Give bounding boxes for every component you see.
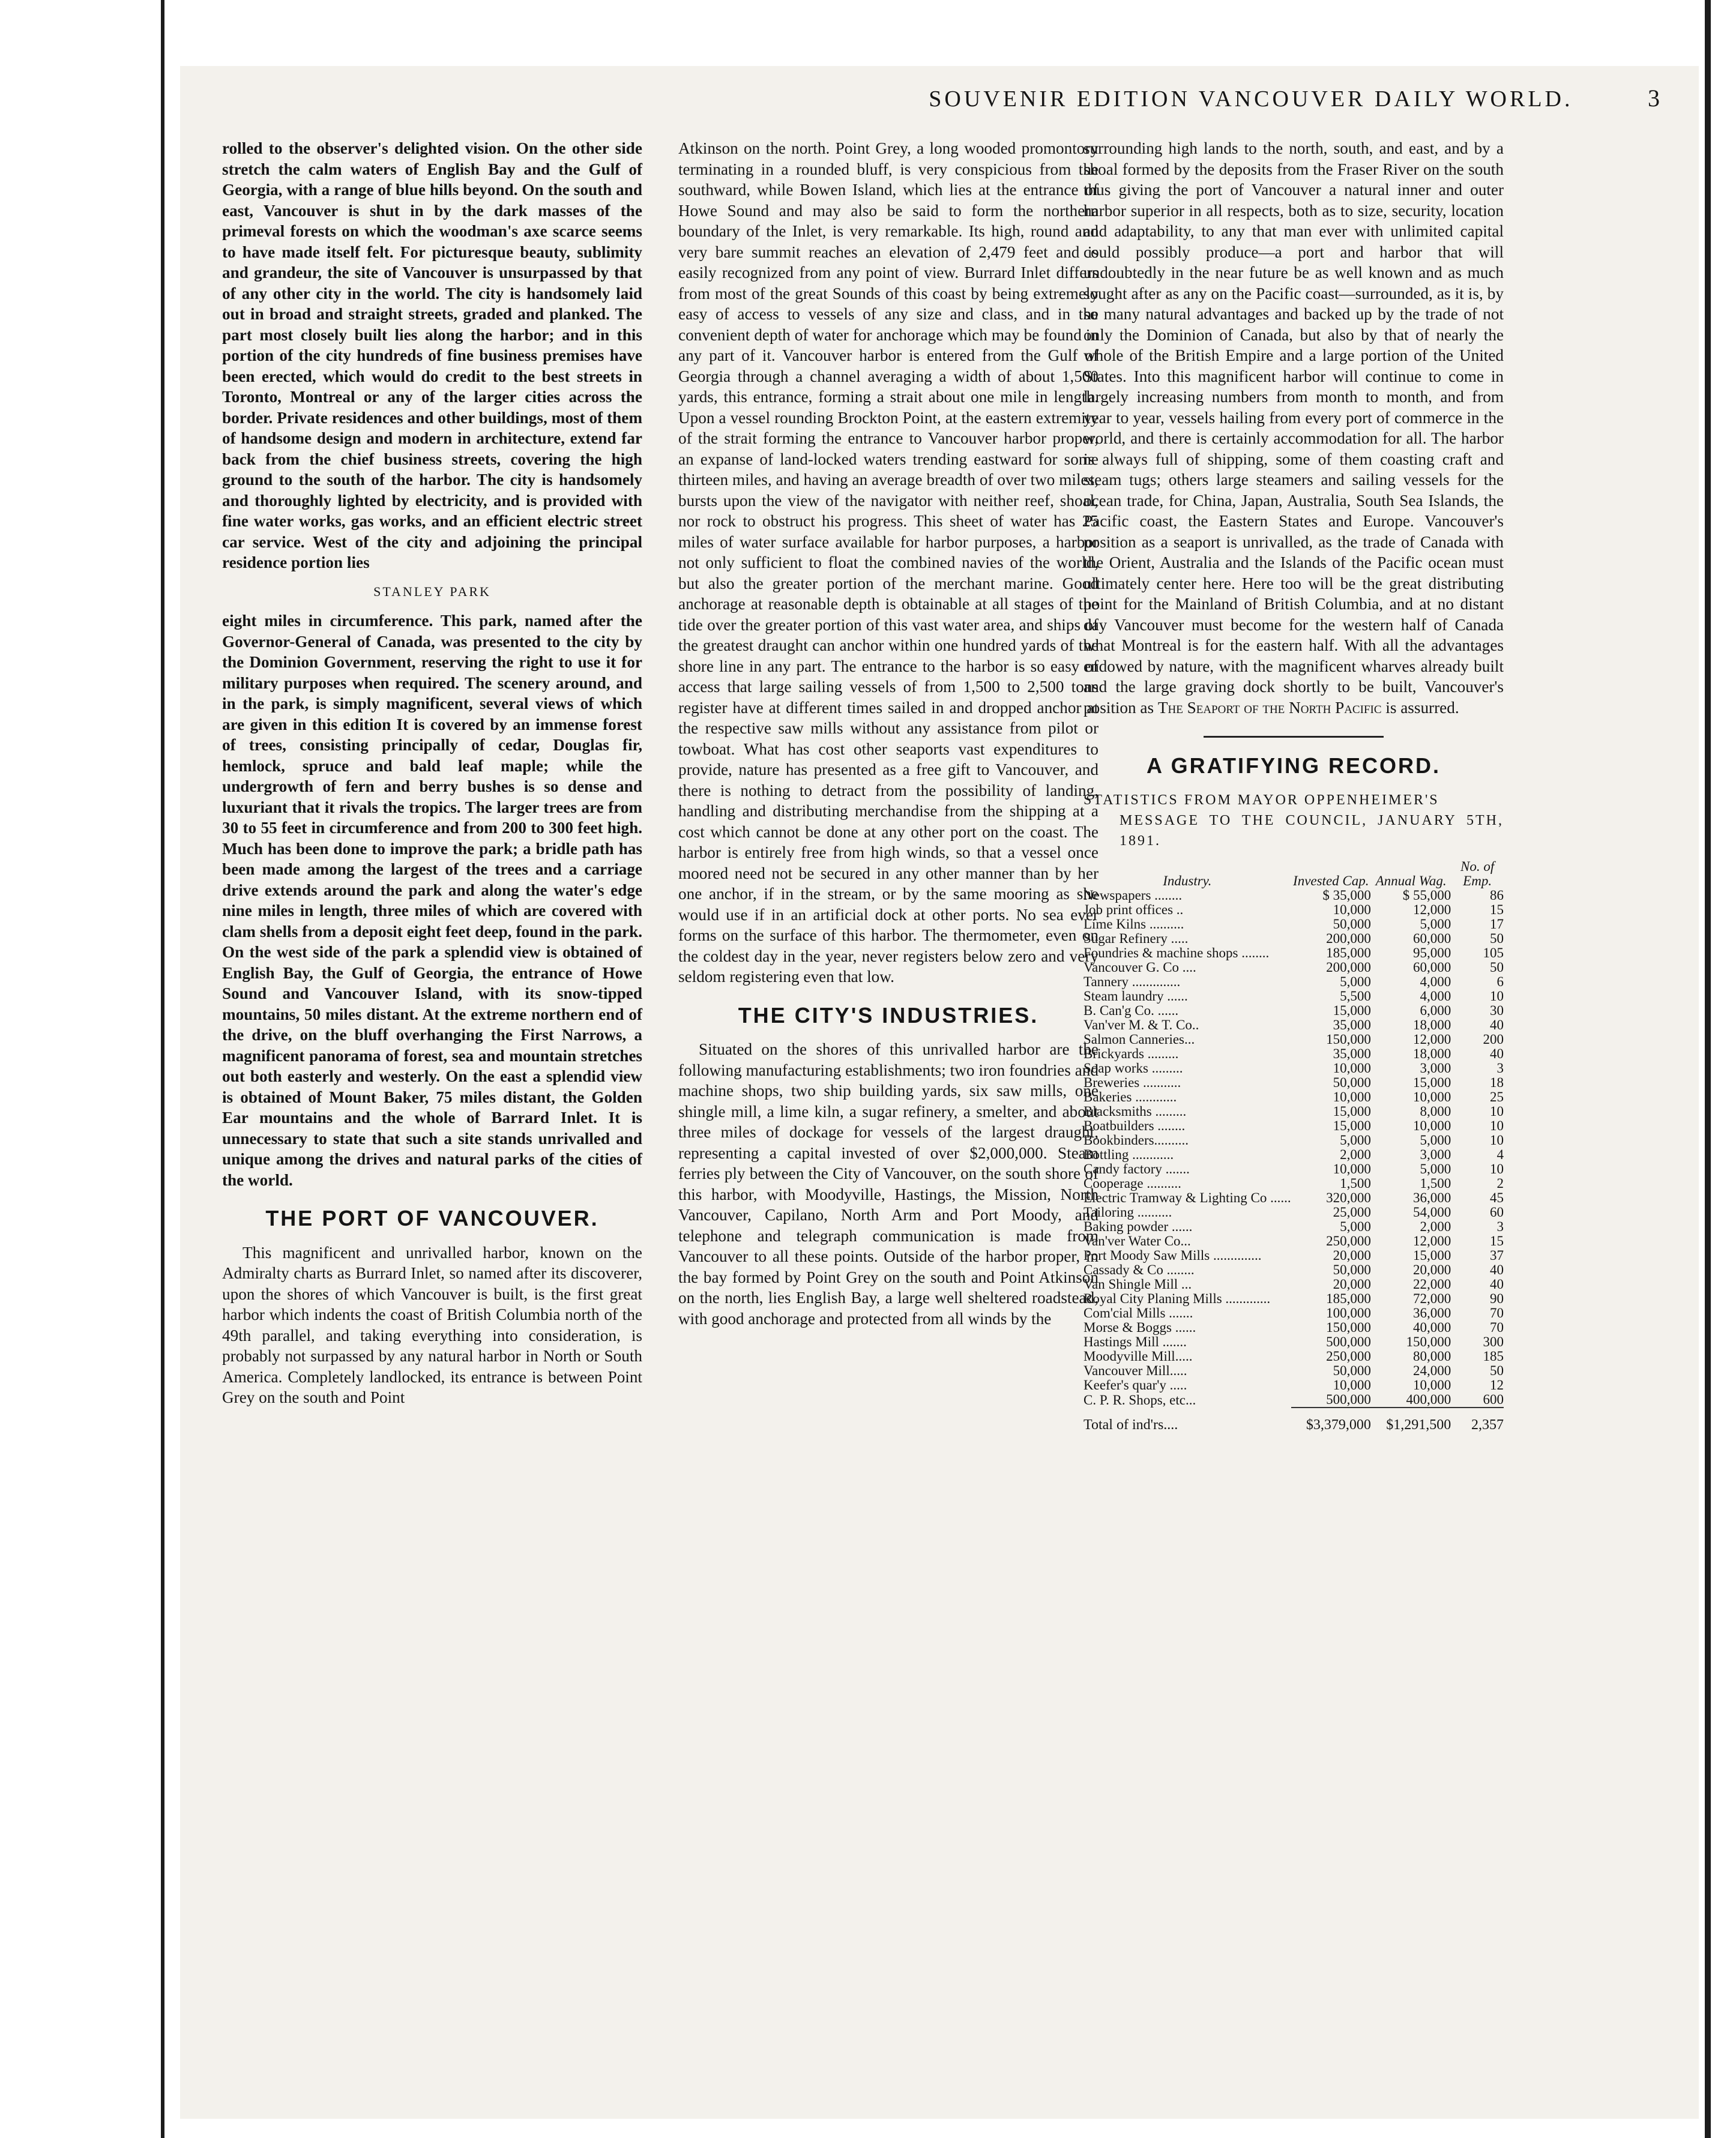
- cell-capital: 20,000: [1333, 1276, 1371, 1292]
- cell-industry: Foundries & machine shops ........: [1083, 945, 1270, 960]
- cell-employees: 10: [1490, 1161, 1504, 1176]
- table-row: [1083, 1162, 1504, 1176]
- cell-capital: 250,000: [1326, 1348, 1371, 1364]
- table-row: [1083, 1263, 1504, 1277]
- cell-wages: 6,000: [1420, 1002, 1451, 1018]
- cell-industry: Van Shingle Mill ...: [1083, 1277, 1192, 1292]
- cell-capital: 50,000: [1333, 1363, 1371, 1378]
- column-header-employees: No. of Emp.: [1460, 858, 1495, 888]
- cell-capital: 250,000: [1326, 1233, 1371, 1248]
- cell-capital: 5,000: [1340, 1132, 1371, 1148]
- page-number: 3: [1648, 85, 1663, 112]
- section-heading-industries: THE CITY'S INDUSTRIES.: [738, 1002, 1039, 1028]
- cell-employees: 15: [1490, 1233, 1504, 1248]
- cell-industry: Soap works .........: [1083, 1061, 1183, 1076]
- cell-wages: 12,000: [1412, 1031, 1451, 1047]
- cell-wages: 10,000: [1412, 1377, 1451, 1393]
- statistics-table-body: [1083, 888, 1504, 1432]
- cell-wages: 95,000: [1412, 945, 1451, 960]
- cell-employees: 40: [1490, 1017, 1504, 1032]
- table-row: [1083, 1335, 1504, 1349]
- table-row: [1083, 1133, 1504, 1148]
- cell-wages: 5,000: [1420, 916, 1451, 932]
- cell-employees: 50: [1490, 930, 1504, 946]
- table-header-row: [1083, 860, 1504, 888]
- statistics-subtitle-line-2: MESSAGE TO THE COUNCIL, JANUARY 5TH, 1891.: [1120, 812, 1504, 849]
- cell-industry: Van'ver Water Co...: [1083, 1233, 1191, 1248]
- table-row: [1083, 1032, 1504, 1047]
- cell-capital: 10,000: [1333, 1377, 1371, 1393]
- cell-capital: 100,000: [1326, 1305, 1371, 1320]
- cell-industry: Bottling ............: [1083, 1147, 1174, 1162]
- table-row: [1083, 1104, 1504, 1119]
- total-wages: $1,291,500: [1371, 1408, 1451, 1432]
- cell-wages: 3,000: [1420, 1146, 1451, 1162]
- column-header-capital: Invested Cap.: [1293, 873, 1369, 888]
- cell-capital: 10,000: [1333, 1089, 1371, 1104]
- cell-industry: Port Moody Saw Mills ..............: [1083, 1248, 1262, 1263]
- newspaper-page: [180, 66, 1699, 2119]
- statistics-table: [1083, 860, 1504, 1432]
- cell-employees: 10: [1490, 988, 1504, 1004]
- table-row: [1083, 1234, 1504, 1248]
- article-paragraph: This magnificent and unrivalled harbor, known on the Admiralty charts as Burrard Inlet, so named after its discoverer, upon the shores of which Vancouver is built, is the first great harbor which indents the coast of British Columbia north of the 49th parallel, and taking everything into consideration, is probably not surpassed by any natural harbor in North or South America. Completely landlocked, its entrance is between Point Grey on the south and Point: [222, 1243, 642, 1406]
- table-row: [1083, 1061, 1504, 1076]
- cell-wages: 8,000: [1420, 1103, 1451, 1119]
- table-row: [1083, 975, 1504, 989]
- cell-employees: 45: [1490, 1190, 1504, 1205]
- cell-industry: B. Can'g Co. ......: [1083, 1003, 1179, 1018]
- article-paragraph: Situated on the shores of this unrivalled harbor are the following manufacturing establishments; two iron foundries and machine shops, two ship building yards, six saw mills, one shingle mill, a lime kiln, a sugar refinery, a smelter, and about three miles of dockage for vessels of the largest draught, representing a capital invested of over $2,000,000. Steam ferries ply between the City of Vancouver, on the south shore of this harbor, with Moodyville, Hastings, the Mission, North Vancouver, Capilano, North Arm and Port Moody, and telephone and telegraph communication is made from Vancouver to all these points. Outside of the harbor proper, in the bay formed by Point Grey on the south and Point Atkinson on the north, lies English Bay, a large well sheltered roadstead, with good anchorage and protected from all winds by the: [678, 1040, 1099, 1328]
- cell-employees: 50: [1490, 1363, 1504, 1378]
- cell-wages: 4,000: [1420, 974, 1451, 989]
- cell-industry: Baking powder ......: [1083, 1219, 1193, 1234]
- cell-wages: 10,000: [1412, 1118, 1451, 1133]
- table-row: [1083, 1176, 1504, 1191]
- article-paragraph: Atkinson on the north. Point Grey, a long wooded promontory terminating in a rounded bluff, is very conspicious from the southward, while Bowen Island, which lies at the entrance of Howe Sound and may also be said to form the northern boundary of the Inlet, is very remarkable. Its high, round and very bare summit reaches an elevation of 2,479 feet and is easily recognized from any point of view. Burrard Inlet differs from most of the great Sounds of this coast by being extremely easy of access to vessels of any size and class, and in the convenient depth of water for anchorage which may be found in any part of it. Vancouver harbor is entered from the Gulf of Georgia through a channel averaging a width of about 1,500 yards, this entrance, forming a strait about one mile in length. Upon a vessel rounding Brockton Point, at the eastern extremity of the strait forming the entrance to Vancouver harbor proper, an expanse of land-locked waters trending eastward for some thirteen miles, and having an average breadth of over two miles, bursts upon the view of the navigator with neither reef, shoal, nor rock to obstruct his progress. This sheet of water has 25 miles of water surface available for harbor purposes, a harbor not only sufficient to float the combined navies of the world, but also the greater portion of the merchant marine. Good anchorage at reasonable depth is obtainable at all stages of the tide over the greater portion of this vast water area, and ships of the greatest draught can anchor within one hundred yards of the shore line in any part. The entrance to the harbor is so easy of access that large sailing vessels of from 1,500 to 2,500 tons register have at different times sailed in and dropped anchor at the respective saw mills without any assistance from pilot or towboat. What has cost other seaports vast expenditures to provide, nature has presented as a free gift to Vancouver, and there is nothing to detract from the possibility of landing, handling and distributing merchandise from the shipping at a cost which cannot be done at any other port on the coast. The harbor is entirely free from high winds, so that a vessel once moored need not be secured in any other manner than by her one anchor, if in the stream, or by the same mooring as she would use if in an artificial dock at other ports. No sea ever forms on the surface of this harbor. The thermometer, even on the coldest day in the year, never registers below zero and very seldom registering even that low.: [678, 139, 1099, 986]
- cell-industry: Steam laundry ......: [1083, 989, 1188, 1004]
- cell-industry: Sugar Refinery .....: [1083, 931, 1189, 946]
- cell-wages: 36,000: [1412, 1305, 1451, 1320]
- table-row: [1083, 888, 1504, 903]
- cell-employees: 30: [1490, 1002, 1504, 1018]
- cell-industry: Cooperage ..........: [1083, 1176, 1181, 1191]
- table-row: [1083, 1191, 1504, 1205]
- cell-employees: 6: [1496, 974, 1504, 989]
- cell-capital: 15,000: [1333, 1103, 1371, 1119]
- cell-industry: Tannery ..............: [1083, 974, 1181, 989]
- cell-capital: 35,000: [1333, 1046, 1371, 1061]
- section-heading-port: THE PORT OF VANCOUVER.: [265, 1206, 599, 1230]
- cell-capital: 185,000: [1326, 1290, 1371, 1306]
- cell-employees: 40: [1490, 1046, 1504, 1061]
- cell-industry: Com'cial Mills .......: [1083, 1305, 1193, 1320]
- cell-capital: $ 35,000: [1322, 887, 1371, 903]
- emphasis-seaport: The Seaport of the North Pacific: [1157, 698, 1382, 717]
- cell-wages: 12,000: [1412, 1233, 1451, 1248]
- table-row: [1083, 1205, 1504, 1220]
- cell-wages: 60,000: [1412, 930, 1451, 946]
- table-row: [1083, 1076, 1504, 1090]
- cell-capital: 5,000: [1340, 1218, 1371, 1234]
- cell-employees: 3: [1496, 1218, 1504, 1234]
- cell-capital: 500,000: [1326, 1334, 1371, 1349]
- cell-industry: Moodyville Mill.....: [1083, 1349, 1193, 1364]
- table-row: [1083, 932, 1504, 946]
- cell-capital: 50,000: [1333, 916, 1371, 932]
- cell-wages: 36,000: [1412, 1190, 1451, 1205]
- cell-industry: C. P. R. Shops, etc...: [1083, 1392, 1196, 1408]
- cell-employees: 17: [1490, 916, 1504, 932]
- cell-employees: 3: [1496, 1060, 1504, 1076]
- cell-wages: 1,500: [1420, 1175, 1451, 1191]
- table-row: [1083, 989, 1504, 1004]
- column-3: [1083, 138, 1504, 1432]
- page-header: [180, 84, 1663, 112]
- column-2: [678, 138, 1099, 1329]
- cell-capital: 10,000: [1333, 1161, 1371, 1176]
- cell-employees: 37: [1490, 1247, 1504, 1263]
- section-divider: [1204, 736, 1384, 738]
- cell-capital: 1,500: [1340, 1175, 1371, 1191]
- cell-wages: 20,000: [1412, 1262, 1451, 1277]
- cell-wages: 400,000: [1406, 1391, 1451, 1407]
- cell-industry: Vancouver Mill.....: [1083, 1363, 1187, 1378]
- table-row: [1083, 1018, 1504, 1032]
- cell-capital: 5,500: [1340, 988, 1371, 1004]
- cell-employees: 10: [1490, 1132, 1504, 1148]
- cell-capital: 185,000: [1326, 945, 1371, 960]
- column-header-industry: Industry.: [1163, 873, 1212, 888]
- cell-wages: 18,000: [1412, 1046, 1451, 1061]
- paragraph-text: surrounding high lands to the north, south, and east, and by a shoal formed by the deposits from the Fraser River on the south thus giving the port of Vancouver a natural inner and outer harbor superior in all respects, both as to size, security, location and adaptability, to any that man ever with unlimited capital could possibly produce—a port and harbor that will undoubtedly in the near future be as well known and as much sought after as any on the Pacific coast—surrounded, as it is, by so many natural advantages and backed up by the trade of not only the Dominion of Canada, but also by that of nearly the whole of the British Empire and a large portion of the United States. Into this magnificent harbor will continue to come in largely increasing numbers from month to month, and from year to year, vessels hailing from every port of commerce in the world, and there is certainly accommodation for all. The harbor is always full of shipping, some of them coasting craft and steam tugs; others large steamers and sailing vessels for the ocean trade, for China, Japan, Australia, South Sea Islands, the Pacific coast, the Eastern States and Europe. Vancouver's position as a seaport is unrivalled, as the trade of Canada with the Orient, Australia and the Islands of the Pacific ocean must ultimately center here. Here too will be the great distributing point for the Mainland of British Columbia, and at no distant day Vancouver must become for the western half of Canada what Montreal is for the eastern half. With all the advantages endowed by nature, with the magnificent wharves already built and the large graving dock shortly to be built, Vancouver's position as: [1083, 139, 1504, 717]
- cell-capital: 2,000: [1340, 1146, 1371, 1162]
- column-header-wages: Annual Wag.: [1375, 873, 1447, 888]
- table-row: [1083, 1306, 1504, 1320]
- table-row: [1083, 960, 1504, 975]
- cell-industry: Boatbuilders ........: [1083, 1118, 1186, 1133]
- cell-industry: Breweries ...........: [1083, 1075, 1181, 1090]
- table-row: [1083, 1248, 1504, 1263]
- cell-capital: 200,000: [1326, 959, 1371, 975]
- total-capital: $3,379,000: [1291, 1408, 1371, 1432]
- cell-wages: 5,000: [1420, 1132, 1451, 1148]
- paragraph-tail: is assurred.: [1381, 698, 1459, 717]
- cell-employees: 2: [1496, 1175, 1504, 1191]
- table-row: [1083, 1090, 1504, 1104]
- cell-industry: Royal City Planing Mills .............: [1083, 1291, 1271, 1306]
- cell-employees: 25: [1490, 1089, 1504, 1104]
- cell-employees: 90: [1490, 1290, 1504, 1306]
- table-row: [1083, 1292, 1504, 1306]
- cell-industry: Electric Tramway & Lighting Co ......: [1083, 1190, 1291, 1205]
- cell-employees: 105: [1483, 945, 1504, 960]
- cell-industry: Morse & Boggs ......: [1083, 1320, 1196, 1335]
- cell-capital: 10,000: [1333, 1060, 1371, 1076]
- cell-employees: 10: [1490, 1118, 1504, 1133]
- cell-industry: Hastings Mill .......: [1083, 1334, 1187, 1349]
- cell-wages: 80,000: [1412, 1348, 1451, 1364]
- scan-border-right: [1705, 0, 1711, 2138]
- table-row: [1083, 1004, 1504, 1018]
- cell-employees: 4: [1496, 1146, 1504, 1162]
- table-row: [1083, 1119, 1504, 1133]
- page-header-title: SOUVENIR EDITION VANCOUVER DAILY WORLD.: [929, 86, 1573, 112]
- table-row: [1083, 1320, 1504, 1335]
- cell-employees: 40: [1490, 1276, 1504, 1292]
- cell-industry: Bakeries ............: [1083, 1089, 1177, 1104]
- cell-wages: 22,000: [1412, 1276, 1451, 1292]
- cell-capital: 150,000: [1326, 1031, 1371, 1047]
- cell-employees: 185: [1483, 1348, 1504, 1364]
- cell-capital: 25,000: [1333, 1204, 1371, 1220]
- cell-employees: 86: [1490, 887, 1504, 903]
- cell-employees: 70: [1490, 1319, 1504, 1335]
- cell-wages: 2,000: [1420, 1218, 1451, 1234]
- total-employees: 2,357: [1451, 1408, 1504, 1432]
- cell-capital: 35,000: [1333, 1017, 1371, 1032]
- table-row: [1083, 1047, 1504, 1061]
- cell-wages: 4,000: [1420, 988, 1451, 1004]
- section-heading-record: A GRATIFYING RECORD.: [1147, 753, 1441, 778]
- cell-employees: 18: [1490, 1074, 1504, 1090]
- subheading-stanley-park: STANLEY PARK: [373, 583, 491, 599]
- cell-capital: 10,000: [1333, 902, 1371, 917]
- cell-industry: Candy factory .......: [1083, 1161, 1190, 1176]
- cell-industry: Cassady & Co ........: [1083, 1262, 1195, 1277]
- cell-wages: 150,000: [1406, 1334, 1451, 1349]
- cell-wages: $ 55,000: [1402, 887, 1451, 903]
- cell-capital: 200,000: [1326, 930, 1371, 946]
- cell-employees: 200: [1483, 1031, 1504, 1047]
- cell-industry: Keefer's quar'y .....: [1083, 1378, 1187, 1393]
- cell-employees: 12: [1490, 1377, 1504, 1393]
- cell-employees: 300: [1483, 1334, 1504, 1349]
- cell-industry: Tailoring ..........: [1083, 1205, 1172, 1220]
- cell-industry: Vancouver G. Co ....: [1083, 960, 1196, 975]
- table-row: [1083, 1393, 1504, 1408]
- cell-employees: 600: [1483, 1391, 1504, 1407]
- cell-industry: Newspapers ........: [1083, 888, 1183, 903]
- table-row: [1083, 1364, 1504, 1378]
- cell-wages: 15,000: [1412, 1074, 1451, 1090]
- table-row: [1083, 1148, 1504, 1162]
- column-1: [222, 138, 642, 1408]
- table-row: [1083, 1220, 1504, 1234]
- cell-capital: 150,000: [1326, 1319, 1371, 1335]
- table-row: [1083, 917, 1504, 932]
- cell-employees: 15: [1490, 902, 1504, 917]
- table-row: [1083, 903, 1504, 917]
- cell-industry: Lime Kilns ..........: [1083, 917, 1184, 932]
- table-total-row: [1083, 1408, 1504, 1432]
- cell-industry: Blacksmiths .........: [1083, 1104, 1187, 1119]
- table-row: [1083, 1349, 1504, 1364]
- cell-wages: 24,000: [1412, 1363, 1451, 1378]
- cell-capital: 50,000: [1333, 1074, 1371, 1090]
- cell-capital: 50,000: [1333, 1262, 1371, 1277]
- scan-border-left: [161, 0, 164, 2138]
- cell-industry: Van'ver M. & T. Co..: [1083, 1017, 1199, 1032]
- article-paragraph: [1083, 138, 1504, 718]
- cell-industry: Brickyards .........: [1083, 1046, 1179, 1061]
- cell-wages: 40,000: [1412, 1319, 1451, 1335]
- cell-employees: 50: [1490, 959, 1504, 975]
- cell-wages: 15,000: [1412, 1247, 1451, 1263]
- cell-wages: 10,000: [1412, 1089, 1451, 1104]
- total-label: Total of ind'rs....: [1083, 1417, 1178, 1432]
- cell-industry: Job print offices ..: [1083, 902, 1184, 917]
- cell-wages: 5,000: [1420, 1161, 1451, 1176]
- table-row: [1083, 1378, 1504, 1393]
- table-row: [1083, 1277, 1504, 1292]
- cell-wages: 72,000: [1412, 1290, 1451, 1306]
- cell-wages: 54,000: [1412, 1204, 1451, 1220]
- cell-capital: 500,000: [1326, 1391, 1371, 1407]
- cell-employees: 60: [1490, 1204, 1504, 1220]
- cell-capital: 20,000: [1333, 1247, 1371, 1263]
- article-paragraph: rolled to the observer's delighted vision. On the other side stretch the calm waters of English Bay and the Gulf of Georgia, with a range of blue hills beyond. On the south and east, Vancouver is shut in by the dark masses of the primeval forests on which the woodman's axe scarce seems to have made itself felt. For picturesque beauty, sublimity and grandeur, the site of Vancouver is unsurpassed by that of any other city in the world. The city is handsomely laid out in broad and straight streets, graded and planked. The part most closely built lies along the harbor; and in this portion of the city hundreds of fine business premises have been erected, which would do credit to the best streets in Toronto, Montreal or any of the larger cities across the border. Private residences and other buildings, most of them of handsome design and modern in architecture, extend far back from the chief business streets, covering the high ground to the south of the harbor. The city is handsomely and thoroughly lighted by electricity, and is provided with fine water works, gas works, and an efficient electric street car service. West of the city and adjoining the principal residence portion lies: [222, 139, 642, 571]
- cell-capital: 320,000: [1326, 1190, 1371, 1205]
- cell-employees: 40: [1490, 1262, 1504, 1277]
- cell-employees: 70: [1490, 1305, 1504, 1320]
- cell-industry: Salmon Canneries...: [1083, 1032, 1195, 1047]
- cell-employees: 10: [1490, 1103, 1504, 1119]
- cell-industry: Bookbinders..........: [1083, 1133, 1189, 1148]
- cell-wages: 3,000: [1420, 1060, 1451, 1076]
- table-row: [1083, 946, 1504, 960]
- statistics-subtitle: [1083, 790, 1504, 851]
- cell-capital: 15,000: [1333, 1002, 1371, 1018]
- cell-capital: 5,000: [1340, 974, 1371, 989]
- cell-capital: 15,000: [1333, 1118, 1371, 1133]
- cell-wages: 12,000: [1412, 902, 1451, 917]
- article-paragraph: eight miles in circumference. This park, named after the Governor-General of Canada, was presented to the city by the Dominion Government, reserving the right to use it for military purposes when required. The scenery around, and in the park, is simply magnificent, several views of which are given in this edition It is covered by an immense forest of trees, consisting principally of cedar, Douglas fir, hemlock, spruce and bald leaf maple; while the undergrowth of fern and berry bushes is so dense and luxuriant that it rivals the tropics. The larger trees are from 30 to 55 feet in circumference and from 200 to 300 feet high. Much has been done to improve the park; a bridle path has been made among the largest of the trees and a carriage drive extends around the park and along the water's edge nine miles in length, three miles of which are covered with clam shells from a deposit eight feet deep, found in the park. On the west side of the park a splendid view is obtained of English Bay, the Gulf of Georgia, the entrance of Howe Sound and Vancouver Island, with its snow-tipped mountains, 50 miles distant. At the extreme northern end of the drive, on the bluff overhanging the First Narrows, a magnificent panorama of forest, sea and mountain stretches out both easterly and westerly. On the east a splendid view is obtained of Mount Baker, 75 miles distant, the Golden Ear mountains and the whole of Barrard Inlet. It is unnecessary to state that such a site stands unrivalled and unique among the drives and natural parks of the cities of the world.: [222, 612, 642, 1189]
- cell-wages: 60,000: [1412, 959, 1451, 975]
- statistics-subtitle-line-1: STATISTICS FROM MAYOR OPPENHEIMER'S: [1083, 792, 1439, 808]
- cell-wages: 18,000: [1412, 1017, 1451, 1032]
